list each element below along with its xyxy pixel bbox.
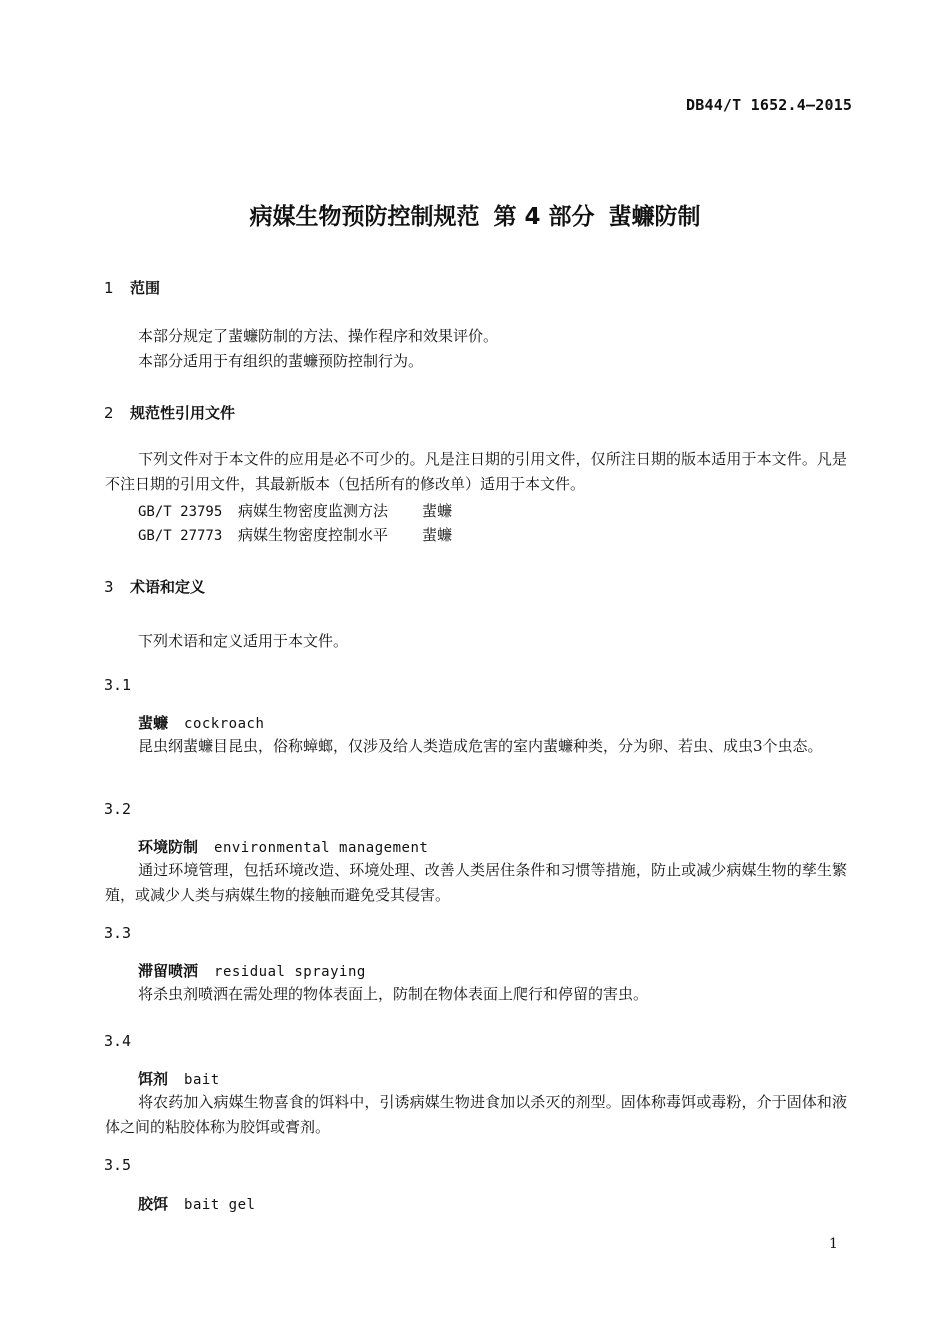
section-heading-references (104, 402, 235, 423)
clause-number: 3.1 (104, 676, 132, 694)
references-paragraph: 下列文件对于本文件的应用是必不可少的。凡是注日期的引用文件，仅所注日期的版本适用于本文件。凡是不注日期的引用文件，其最新版本（包括所有的修改单）适用于本文件。 (105, 450, 847, 493)
scope-line-2: 本部分适用于有组织的蜚蠊预防控制行为。 (138, 352, 424, 370)
title-main: 病媒生物预防控制规范 (249, 204, 480, 230)
reference-code: GB/T 23795 (138, 504, 223, 520)
clause-number: 3.4 (104, 1032, 132, 1050)
term-definition: 昆虫纲蜚蠊目昆虫，俗称蟑螂，仅涉及给人类造成危害的室内蜚蠊种类，分为卵、若虫、成虫3个虫态。 (138, 737, 823, 755)
term-zh: 饵剂 (138, 1070, 169, 1088)
title-subject: 蜚蠊防制 (608, 204, 701, 230)
term-en: residual spraying (214, 964, 366, 980)
standard-number: DB44/T 1652.4—2015 (686, 96, 853, 114)
term-entry (138, 960, 366, 981)
reference-name: 病媒生物密度控制水平 (238, 526, 389, 544)
term-definition: 将农药加入病媒生物喜食的饵料中，引诱病媒生物进食加以杀灭的剂型。固体称毒饵或毒粉，介于固体和液体之间的粘胶体称为胶饵或膏剂。 (105, 1093, 847, 1136)
clause-number: 3.3 (104, 924, 132, 942)
document-title (0, 198, 950, 231)
title-part: 第 4 部分 (493, 204, 595, 230)
term-entry (138, 1068, 220, 1089)
reference-sub: 蜚蠊 (422, 502, 453, 520)
section-number: 1 (104, 279, 114, 297)
term-zh: 蜚蠊 (138, 714, 169, 732)
terms-intro: 下列术语和定义适用于本文件。 (138, 632, 349, 650)
section-title: 范围 (130, 279, 161, 297)
section-heading-scope (104, 277, 160, 298)
term-definition: 通过环境管理，包括环境改造、环境处理、改善人类居住条件和习惯等措施，防止或减少病媒生物的孳生繁殖，或减少人类与病媒生物的接触而避免受其侵害。 (105, 861, 847, 904)
clause-number: 3.5 (104, 1156, 132, 1174)
term-entry (138, 712, 264, 733)
reference-item (138, 500, 452, 521)
reference-sub: 蜚蠊 (422, 526, 453, 544)
term-en: bait (184, 1072, 220, 1088)
term-zh: 胶饵 (138, 1195, 169, 1213)
section-title: 术语和定义 (130, 578, 206, 596)
clause-number: 3.2 (104, 800, 132, 818)
scope-line-1: 本部分规定了蜚蠊防制的方法、操作程序和效果评价。 (138, 327, 499, 345)
term-en: cockroach (184, 716, 265, 732)
reference-name: 病媒生物密度监测方法 (238, 502, 389, 520)
term-zh: 滞留喷洒 (138, 962, 199, 980)
section-number: 2 (104, 404, 114, 422)
term-zh: 环境防制 (138, 838, 199, 856)
term-entry (138, 1193, 255, 1214)
reference-item (138, 524, 452, 545)
term-en: bait gel (184, 1197, 256, 1213)
page-number: 1 (829, 1236, 838, 1252)
section-title: 规范性引用文件 (130, 404, 236, 422)
section-number: 3 (104, 578, 114, 596)
term-en: environmental management (214, 840, 429, 856)
section-heading-terms (104, 576, 205, 597)
term-entry (138, 836, 428, 857)
term-definition: 将杀虫剂喷洒在需处理的物体表面上，防制在物体表面上爬行和停留的害虫。 (138, 985, 649, 1003)
reference-code: GB/T 27773 (138, 528, 223, 544)
